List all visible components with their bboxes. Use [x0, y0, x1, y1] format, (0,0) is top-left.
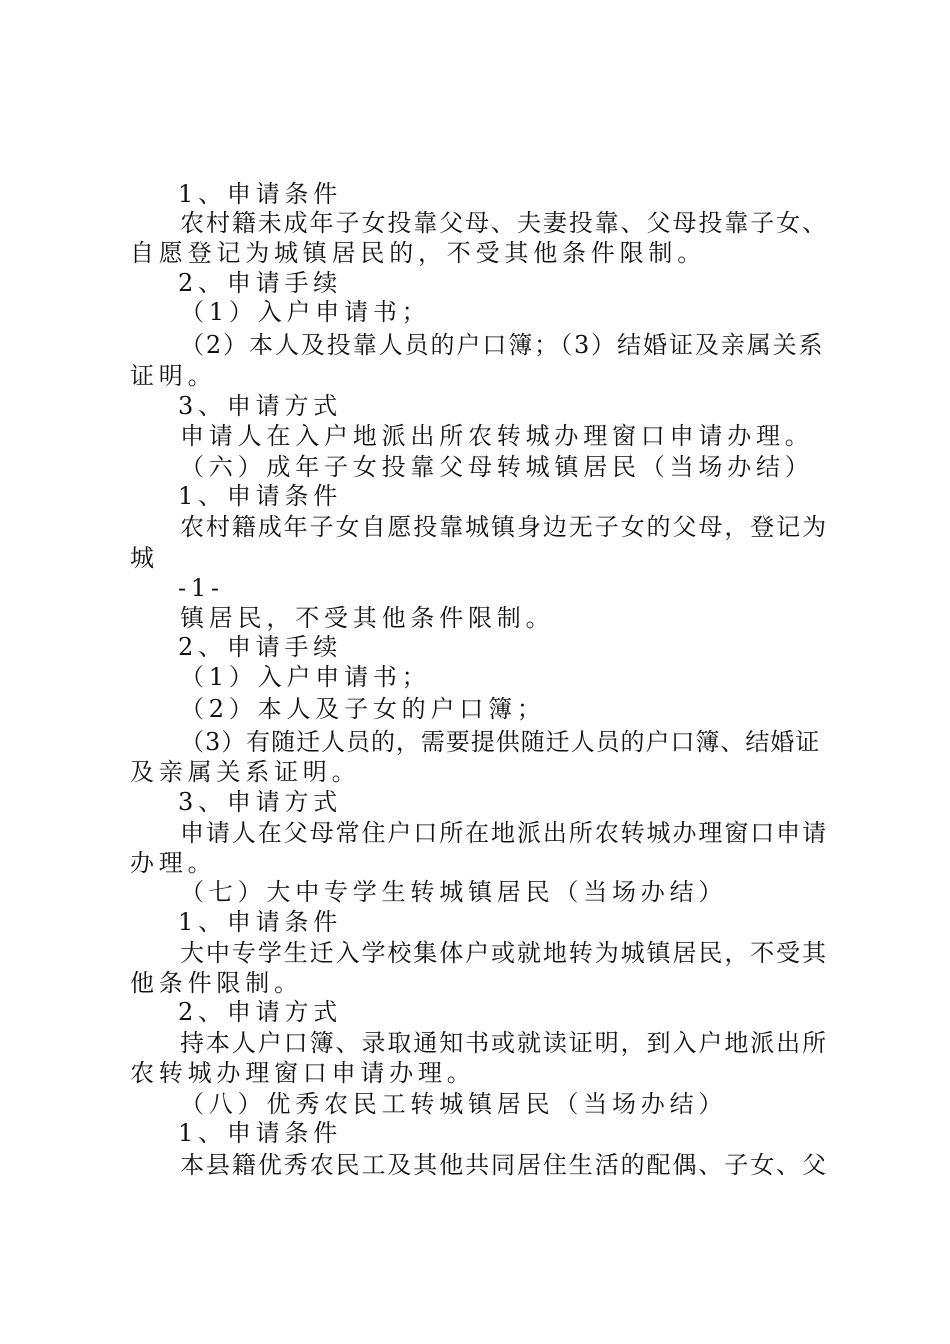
paragraph-line: 城	[130, 544, 159, 572]
heading-application-conditions: 1、申请条件	[178, 1119, 343, 1147]
page-number: -1-	[178, 574, 224, 602]
list-item: （3）有随迁人员的，需要提供随迁人员的户口簿、结婚证	[180, 728, 821, 756]
heading-application-conditions: 1、申请条件	[178, 908, 343, 936]
paragraph-line: 持本人户口簿、录取通知书或就读证明，到入户地派出所	[180, 1029, 828, 1057]
paragraph-line: 申请人在入户地派出所农转城办理窗口申请办理。	[180, 422, 814, 450]
paragraph-line: 证明。	[130, 362, 217, 390]
paragraph-line: 镇居民，不受其他条件限制。	[180, 604, 555, 632]
heading-application-conditions: 1、申请条件	[178, 482, 343, 510]
paragraph-line: 农转城办理窗口申请办理。	[130, 1059, 476, 1087]
section-heading: （六）成年子女投靠父母转城镇居民（当场办结）	[180, 453, 814, 481]
heading-application-conditions: 1、申请条件	[178, 180, 343, 208]
paragraph-line: 本县籍优秀农民工及其他共同居住生活的配偶、子女、父	[180, 1151, 828, 1179]
paragraph-line: 及亲属关系证明。	[130, 758, 361, 786]
paragraph-line: 大中专学生迁入学校集体户或就地转为城镇居民，不受其	[180, 939, 828, 967]
list-item: （1）入户申请书；	[180, 663, 431, 691]
list-item: （2）本人及投靠人员的户口簿；（3）结婚证及亲属关系	[180, 331, 825, 359]
heading-application-procedures: 2、申请手续	[178, 269, 343, 297]
list-item: （1）入户申请书；	[180, 298, 431, 326]
paragraph-line: 农村籍成年子女自愿投靠城镇身边无子女的父母，登记为	[180, 513, 828, 541]
heading-application-method: 3、申请方式	[178, 788, 343, 816]
paragraph-line: 自愿登记为城镇居民的，不受其他条件限制。	[130, 239, 706, 267]
list-item: （2）本人及子女的户口簿；	[180, 695, 546, 723]
section-heading: （八）优秀农民工转城镇居民（当场办结）	[180, 1090, 728, 1118]
paragraph-line: 办理。	[130, 849, 217, 877]
paragraph-line: 申请人在父母常住户口所在地派出所农转城办理窗口申请	[180, 819, 828, 847]
heading-application-procedures: 2、申请手续	[178, 633, 343, 661]
heading-application-method: 2、申请方式	[178, 998, 343, 1026]
heading-application-method: 3、申请方式	[178, 392, 343, 420]
paragraph-line: 他条件限制。	[130, 969, 303, 997]
section-heading: （七）大中专学生转城镇居民（当场办结）	[180, 878, 728, 906]
paragraph-line: 农村籍未成年子女投靠父母、夫妻投靠、父母投靠子女、	[180, 209, 828, 237]
